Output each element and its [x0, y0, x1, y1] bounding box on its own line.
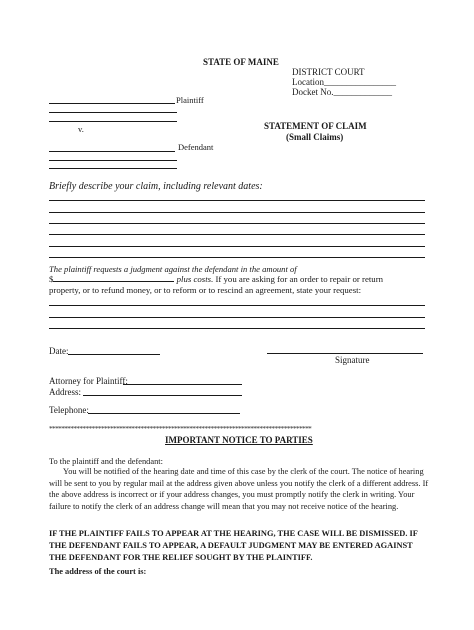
claim-line-6[interactable] [49, 257, 425, 258]
address-line[interactable] [83, 395, 242, 396]
court-address-label: The address of the court is: [49, 567, 147, 576]
location-blank: ________________ [324, 77, 396, 87]
claim-line-1[interactable] [49, 200, 425, 201]
docket-label: Docket No. [292, 87, 334, 97]
defendant-name-line[interactable] [49, 151, 175, 152]
signature-line[interactable] [267, 353, 423, 354]
request-order-text: If you are asking for an order to repair or return [213, 274, 384, 284]
defendant-address-line-2[interactable] [49, 168, 177, 169]
request-property-text: property, or to refund money, or to reform or to rescind an agreement, state your request: [49, 285, 362, 295]
request-line-1[interactable] [49, 305, 425, 306]
telephone-line[interactable] [88, 413, 240, 414]
defendant-label: Defendant [178, 142, 214, 152]
document-subtitle: (Small Claims) [286, 132, 344, 142]
notice-warning: IF THE PLAINTIFF FAILS TO APPEAR AT THE HEARING, THE CASE WILL BE DISMISSED. IF THE DEFENDANT FAILS TO APPEAR, A DEFAULT JUDGMENT MAY BE ENTERED AGAINST THE DEFENDANT FOR THE RELIEF SOUGHT BY THE PLAINTIFF. [49, 529, 418, 562]
amount-blank[interactable] [53, 274, 174, 282]
claim-line-4[interactable] [49, 234, 425, 235]
docket-field[interactable] [292, 87, 392, 98]
request-line-3[interactable] [49, 328, 425, 329]
claim-line-5[interactable] [49, 246, 425, 247]
document-title: STATEMENT OF CLAIM [264, 121, 367, 131]
plaintiff-label: Plaintiff [176, 95, 204, 105]
notice-heading: IMPORTANT NOTICE TO PARTIES [165, 435, 313, 445]
dollar-sign: $ [49, 274, 54, 284]
notice-salutation: To the plaintiff and the defendant: [49, 457, 163, 466]
telephone-label: Telephone: [49, 405, 89, 415]
notice-body: You will be notified of the hearing date and time of this case by the clerk of the court. The notice of hearing will be sent to you by regular mail at the address given above unless you notify the clerk of a different address. If the above address is incorrect or if your address changes, you must promptly notify the clerk in writing. Your failure to notify the clerk of an address change will mean that you may not receive notice of the hearing. [49, 467, 429, 511]
signature-label: Signature [335, 355, 370, 365]
attorney-line[interactable] [123, 384, 242, 385]
claim-line-3[interactable] [49, 223, 425, 224]
date-line[interactable] [68, 354, 160, 355]
request-intro: The plaintiff requests a judgment against the defendant in the amount of [49, 264, 297, 274]
date-label: Date: [49, 346, 69, 356]
attorney-label: Attorney for Plaintiff: [49, 376, 128, 386]
claim-line-2[interactable] [49, 212, 425, 213]
location-label: Location [292, 77, 324, 87]
star-separator: ************************************************************************************** [49, 424, 312, 433]
plaintiff-name-line[interactable] [49, 103, 175, 104]
plaintiff-address-line-2[interactable] [49, 121, 177, 122]
state-heading: STATE OF MAINE [203, 57, 279, 67]
request-amount-line [49, 274, 383, 285]
plaintiff-address-line-1[interactable] [49, 112, 177, 113]
defendant-address-line-1[interactable] [49, 160, 177, 161]
request-line-2[interactable] [49, 317, 425, 318]
docket-blank: _____________ [333, 87, 392, 97]
plus-costs-text: plus costs. [176, 274, 214, 284]
court-name: DISTRICT COURT [292, 67, 365, 77]
claim-prompt: Briefly describe your claim, including relevant dates: [49, 181, 263, 192]
versus-label: v. [78, 124, 84, 134]
address-label: Address: [49, 387, 81, 397]
